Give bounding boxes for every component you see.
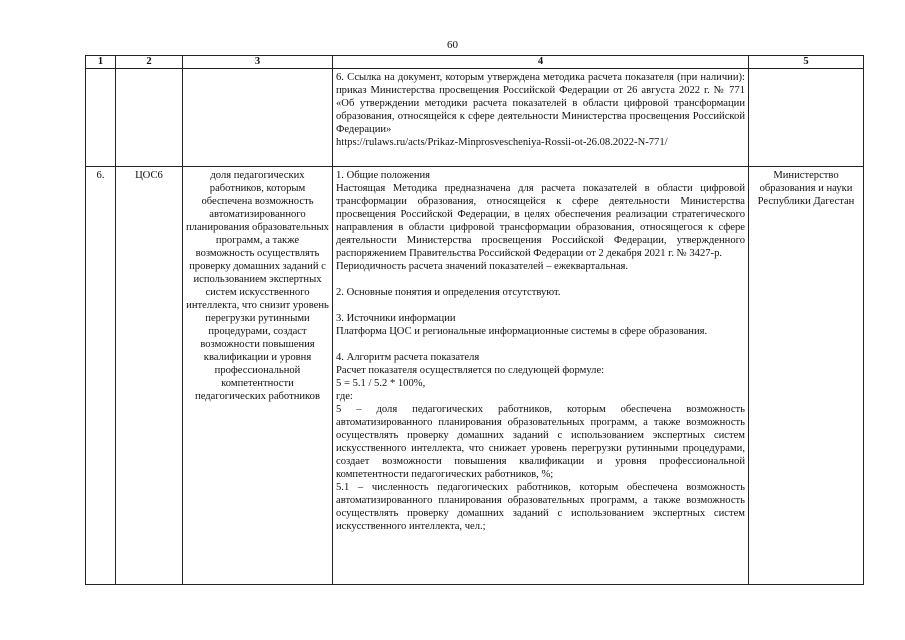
indicator-table — [85, 55, 864, 585]
section-2-title: 2. Основные понятия и определения отсутствуют. — [336, 287, 561, 298]
section-1-text: Настоящая Методика предназначена для расчета показателей в области цифровой трансформации образования, относящейся к сфере деятельности Министерства просвещения Российской Федерации, в целях обеспечения реализации стратегического направления в области цифровой трансформации образования, относящегося к сфере деятельности Министерства просвещения Российской Федерации, утвержденного распоряжением Правительства Российской Федерации от 2 декабря 2021 г. № 3427-р. — [336, 183, 745, 259]
indicator-row — [86, 167, 864, 585]
cont-cell-4 — [333, 69, 749, 167]
methodology-url: https://rulaws.ru/acts/Prikaz-Minprosvescheniya-Rossii-ot-26.08.2022-N-771/ — [336, 137, 668, 148]
section-3-text: Платформа ЦОС и региональные информационные системы в сфере образования. — [336, 326, 708, 337]
cont-cell-2 — [116, 69, 183, 167]
row-code: ЦОС6 — [116, 167, 183, 585]
where-label: где: — [336, 391, 353, 402]
continuation-row — [86, 69, 864, 167]
header-col-1: 1 — [86, 56, 116, 69]
header-col-4: 4 — [333, 56, 749, 69]
section-1-period: Периодичность расчета значений показателей – ежеквартальная. — [336, 261, 629, 272]
definition-5-1: 5.1 – численность педагогических работников, которым обеспечена возможность автоматизированного планирования образовательных программ, а также возможность осуществлять проверку домашних заданий с использованием экспертных систем искусственного интеллекта, чел.; — [336, 482, 745, 532]
indicator-name: доля педагогических работников, которым обеспечена возможность автоматизированного планирования образовательных программ, а также возможность осуществлять проверку домашних заданий с использованием экспертных систем искусственного интеллекта, что снизит уровень перегрузки рутинными процедурами, создаст возможности повышения квалификации и уровня профессиональной компетентности педагогических работников — [183, 167, 333, 585]
header-row — [86, 56, 864, 69]
header-col-2: 2 — [116, 56, 183, 69]
responsible-authority: Министерство образования и науки Республики Дагестан — [749, 167, 864, 585]
section-1-title: 1. Общие положения — [336, 170, 431, 181]
methodology-cell — [333, 167, 749, 585]
section-4-title: 4. Алгоритм расчета показателя — [336, 352, 480, 363]
formula: 5 = 5.1 / 5.2 * 100%, — [336, 378, 426, 389]
header-col-5: 5 — [749, 56, 864, 69]
cont-cell-5 — [749, 69, 864, 167]
section-3-title: 3. Источники информации — [336, 313, 456, 324]
cont-cell-3 — [183, 69, 333, 167]
section-4-intro: Расчет показателя осуществляется по следующей формуле: — [336, 365, 605, 376]
methodology-link-text: 6. Ссылка на документ, которым утверждена методика расчета показателя (при наличии): приказ Министерства просвещения Российской Федерации от 26 августа 2022 г. № 771 «Об утверждении методики расчета показателей в области цифровой трансформации образования, относящейся к сфере деятельности Министерства просвещения Российской Федерации» — [336, 72, 745, 135]
header-col-3: 3 — [183, 56, 333, 69]
page-number: 60 — [447, 39, 458, 51]
definition-5: 5 – доля педагогических работников, которым обеспечена возможность автоматизированного планирования образовательных программ, а также возможность осуществлять проверку домашних заданий с использованием экспертных систем искусственного интеллекта, что снижает уровень перегрузки рутинными процедурами, создает возможности повышения квалификации и уровня профессиональной компетентности педагогических работников, %; — [336, 404, 745, 480]
cont-cell-1 — [86, 69, 116, 167]
row-number: 6. — [86, 167, 116, 585]
